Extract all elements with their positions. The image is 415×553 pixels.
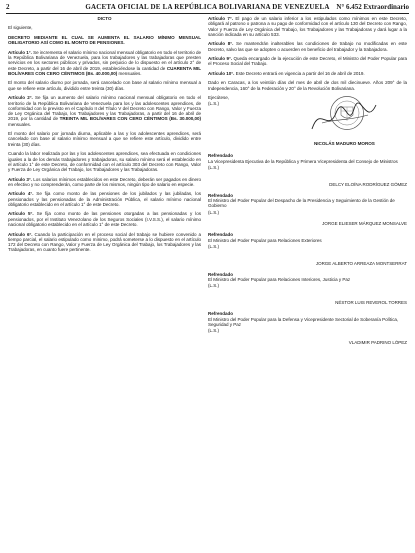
minister-name: JORGE ALBERTO ARREAZA MONTSERRAT <box>315 260 407 266</box>
president-name: NICOLÁS MADURO MOROS <box>314 141 375 147</box>
article-1-text: Se incrementa el salario mínimo nacional mensual obligatorio en todo el territorio de la República Bolivariana de Venezuela, para los trabajadores y las trabajadoras que presten servicios en los sectores públicos y privados, sin perjuicio de lo dispuesto en el artículo 2° de este Decreto, a partir del 16 de abril de 2019, estableciéndose la cantidad de <box>8 49 201 71</box>
countersign-title: El Ministro del Poder Popular para la Defensa y Vicepresidente Sectorial de Soberanía Política, Seguridad y Paz <box>208 316 399 327</box>
ls-mark: (L.S.) <box>208 101 219 107</box>
article-9-label: Artículo 9°. <box>208 56 233 62</box>
article-5 <box>8 211 201 227</box>
minister-name: DELCY ELOÍNA RODRÍGUEZ GÓMEZ <box>329 181 407 187</box>
article-7 <box>208 16 407 37</box>
president-signature-block <box>208 95 407 153</box>
decree-title: DECRETO MEDIANTE EL CUAL SE AUMENTA EL SALARIO MÍNIMO MENSUAL OBLIGATORIO ASÍ COMO EL MONTO DE PENSIONES. <box>8 34 201 46</box>
countersign-title: La Vicepresidenta Ejecutiva de la República y Primera Vicepresidenta del Consejo de Ministros <box>208 158 398 164</box>
article-8-text: Se mantendrán inalterables las condiciones de trabajo no modificadas en este Decreto, salvo las que se adopten o acuerden en beneficio del trabajador y la trabajadora. <box>208 41 407 52</box>
page-number: 2 <box>6 3 10 11</box>
article-10 <box>208 71 407 76</box>
article-8-label: Artículo 8°. <box>208 41 234 47</box>
article-9 <box>208 56 407 67</box>
countersign-title: El Ministro del Poder Popular para Relaciones Interiores, Justicia y Paz <box>208 277 351 282</box>
countersign-1 <box>208 153 407 187</box>
daily-wage-paragraph-2: El monto del salario por jornada diurna, aplicable a las y los adolescentes aprendices, será cancelado con base al salario mínimo mensual a que se refiere este artículo, dividido entre treinta (30) días. <box>8 131 201 147</box>
article-2 <box>8 95 201 127</box>
execute-label: Ejecútese, <box>208 95 230 101</box>
article-6 <box>8 232 201 253</box>
article-9-text: Queda encargado de la ejecución de este Decreto, el Ministro del Poder Popular para el Proceso Social del Trabajo. <box>208 56 407 67</box>
article-2-tail: mensuales. <box>8 121 32 127</box>
gazette-title: GACETA OFICIAL DE LA REPÚBLICA BOLIVARIANA DE VENEZUELA <box>85 3 330 11</box>
ls-mark: (L.S.) <box>208 243 219 249</box>
article-3-label: Artículo 3°. <box>8 176 32 182</box>
countersign-4 <box>208 272 407 306</box>
president-signature-icon <box>308 99 380 139</box>
article-7-label: Artículo 7°. <box>208 16 233 21</box>
article-7-text: El pago de un salario inferior a los estipulados como mínimos en este Decreto, obligará al patrono o patrona a su pago de conformidad con el artículo 130 del Decreto con Rango, Valor y Fuerza de Ley Orgánica del Trabajo, los Trabajadores y las Trabajadoras y dará lugar a la sanción indicada en su artículo 533. <box>208 16 407 37</box>
ls-mark: (L.S.) <box>208 209 219 215</box>
article-5-text: Se fija como monto de las pensiones otorgadas a las pensionadas y los pensionados, por el Instituto Venezolano de los Seguros Sociales (I.V.S.S.), el salario mínimo nacional obligatorio establecido en el artículo 1° de este Decreto. <box>8 211 201 228</box>
gazette-header <box>6 2 409 14</box>
article-4 <box>8 191 201 207</box>
article-1-amount: CUARENTA MIL BOLÍVARES CON CERO CÉNTIMOS (Bs. 40.000,00) <box>8 65 201 76</box>
minister-name: JORGE ELIESER MÁRQUEZ MONSALVE <box>322 221 407 227</box>
article-1-label: Artículo 1°. <box>8 49 32 55</box>
article-3-text: Los salarios mínimos establecidos en este Decreto, deberán ser pagados en dinero en efectivo y no comprenderán, como parte de los mismos, ningún tipo de salario en especie. <box>8 176 201 187</box>
refrendado-label: Refrendado <box>208 311 234 317</box>
countersign-title: El Ministro del Poder Popular para Relaciones Exteriores <box>208 237 322 243</box>
refrendado-label: Refrendado <box>208 271 234 277</box>
article-1 <box>8 50 201 76</box>
article-4-text: Se fija como monto de las pensiones de los jubilados y las jubiladas, los pensionados y las pensionadas de la Administración Pública, el salario mínimo nacional obligatorio establecido en el artículo 1° de este Decreto. <box>8 191 201 207</box>
article-2-label: Artículo 2°. <box>8 95 33 101</box>
issue-number: N° 6.452 Extraordinario <box>336 3 409 11</box>
given-paragraph: Dado en Caracas, a los veintiún días del mes de abril de dos mil diecinueve. Años 209° de la Independencia, 160° de la Federación y 20° de la Revolución Bolivariana. <box>208 80 407 91</box>
ls-mark: (L.S.) <box>208 328 219 334</box>
ls-mark: (L.S.) <box>208 164 219 170</box>
article-2-amount: TREINTA MIL BOLÍVARES CON CERO CÉNTIMOS (Bs. 30.000,00) <box>59 116 201 122</box>
ls-mark: (L.S.) <box>208 283 219 289</box>
article-1-tail: mensuales. <box>117 70 142 76</box>
intro-text: El siguiente, <box>8 25 33 31</box>
dicto-heading: DICTO <box>97 16 112 21</box>
article-8 <box>208 41 407 52</box>
minister-name: VLADIMIR PADRINO LÓPEZ <box>348 339 407 345</box>
article-6-text: Cuando la participación en el proceso social del trabajo se hubiere convenido a tiempo parcial, el salario estipulado como mínimo, podrá someterse a lo dispuesto en el artículo 172 del Decreto con Rango, Valor y Fuerza de Ley Orgánica del Trabajo, los Trabajadores y las Trabajadoras, en cuanto fuere pertinente. <box>8 231 201 253</box>
refrendado-label: Refrendado <box>208 232 234 238</box>
article-2-text: Se fija un aumento del salario mínimo nacional mensual obligatorio en todo el territorio de la República Bolivariana de Venezuela para los y las adolescentes aprendices, de conformidad con lo previsto en el Capítulo II del Título V del Decreto con Rango, Valor y Fuerza de Ley Orgánica del Trabajo, los Trabajadores y las Trabajadoras, a partir del 16 de abril de 2019, por la cantidad de <box>8 95 201 122</box>
labor-conditions-paragraph: Cuando la labor realizada por las y los adolescentes aprendices, sea efectuada en condiciones iguales a la de los demás trabajadores y trabajadoras, su salario mínimo será el establecido en el artículo 1° de este Decreto, de conformidad con el artículo 303 del Decreto con Rango, Valor y Fuerza de Ley Orgánica del Trabajo, los Trabajadores y las Trabajadoras. <box>8 151 201 173</box>
article-6-label: Artículo 6°. <box>8 231 33 237</box>
article-5-label: Artículo 5°. <box>8 211 34 217</box>
countersign-5 <box>208 311 407 345</box>
article-3 <box>8 177 201 188</box>
countersign-title: El Ministro del Poder Popular del Despacho de la Presidencia y Seguimiento de la Gestión de Gobierno <box>208 198 395 209</box>
refrendado-label: Refrendado <box>208 153 234 159</box>
minister-name: NÉSTOR LUIS REVEROL TORRES <box>335 300 407 306</box>
daily-wage-paragraph-1: El monto del salario diurno por jornada, será cancelado con base al salario mínimo mensual a que se refiere este artículo, dividido entre treinta (30) días. <box>8 80 201 91</box>
left-column <box>8 16 201 550</box>
refrendado-label: Refrendado <box>208 192 234 198</box>
right-column <box>208 16 407 550</box>
article-4-label: Artículo 4°. <box>8 191 34 197</box>
countersign-2 <box>208 193 407 227</box>
article-10-label: Artículo 10°. <box>208 70 235 76</box>
countersign-3 <box>208 232 407 266</box>
article-10-text: Este Decreto entrará en vigencia a partir del 16 de abril de 2019. <box>234 70 365 76</box>
